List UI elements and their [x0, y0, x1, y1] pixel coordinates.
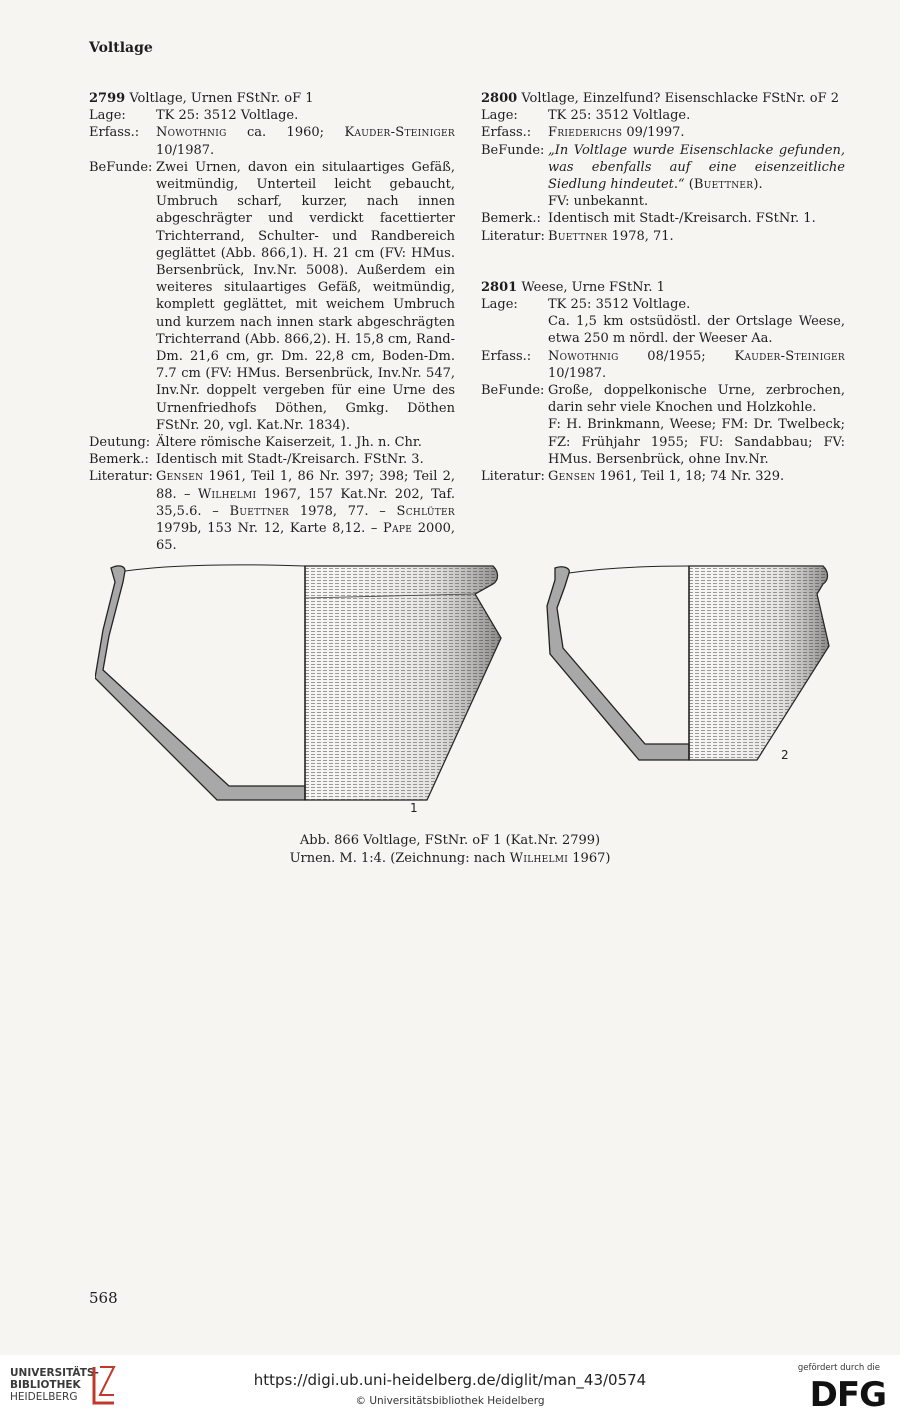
entry-number: 2801 [481, 279, 518, 295]
field-value: Ca. 1,5 km ostsüdöstl. der Ortslage Weese, etwa 250 m nördl. der Weeser Aa. [548, 314, 845, 347]
field-bemerk [89, 451, 455, 468]
entry-2799 [89, 90, 455, 554]
field-text: 1978, 77. – [289, 503, 397, 519]
field-value: Zwei Urnen, davon ein situlaartiges Gefäß, weitmündig, Unterteil leicht gebaucht, Umbruch scharf, kurzer, nach innen abgeschrägter und verdickt facettierter Trichterrand, Schulter- und Randbereich geglättet (Abb. 866,1). H. 21 cm (FV: HMus. Bersenbrück, Inv.Nr. 5008). Außerdem ein weiteres situlaartiges Gefäß, weitmündig, komplett geglättet, mit weichem Umbruch und kurzem nach innen stark abgeschrägten Trichterrand (Abb. 866,2). H. 15,8 cm, Rand-Dm. 21,6 cm, gr. Dm. 22,8 cm, Boden-Dm. 7.7 cm (FV: HMus. Bersenbrück, Inv.Nr. 547, Inv.Nr. doppelt vergeben für eine Urne des Urnenfriedhofs Döthen, Gmkg. Döthen FStNr. 20, vgl. Kat.Nr. 1834). [156, 159, 455, 433]
field-value: F: H. Brinkmann, Weese; FM: Dr. Twelbeck; FZ: Frühjahr 1955; FU: Sandabbau; FV: HMus. Bersenbrück, ohne Inv.Nr. [548, 417, 845, 467]
field-text: 1961, Teil 1, 18; 74 Nr. 329. [595, 469, 785, 485]
field-erfass [89, 124, 455, 158]
field-text: 10/1987. [156, 142, 215, 158]
field-label: BeFunde: [481, 142, 545, 158]
caption-line-2 [0, 850, 900, 868]
entry-heading [481, 279, 845, 296]
funding-note: gefördert durch die [797, 1363, 880, 1373]
field-label: Bemerk.: [481, 211, 541, 227]
urn-1-interior-outline [125, 565, 305, 571]
field-label: Literatur: [481, 228, 545, 244]
field-lage-detail [481, 313, 845, 347]
author-name: Friederichs [548, 125, 623, 141]
field-value: Identisch mit Stadt-/Kreisarch. FStNr. 3. [156, 452, 424, 468]
field-fv [481, 193, 845, 210]
figure-caption [0, 832, 900, 868]
field-value [548, 228, 845, 245]
entry-2800 [481, 90, 845, 245]
entry-title: Weese, Urne FStNr. 1 [521, 279, 665, 295]
field-label: Literatur: [89, 469, 153, 485]
logo-line: BIBLIOTHEK [10, 1379, 81, 1391]
right-column [481, 90, 845, 485]
field-text: 08/1955; [618, 348, 735, 364]
urn-2-section [547, 567, 689, 760]
field-text: ( [684, 177, 694, 193]
field-value: TK 25: 3512 Voltlage. [548, 108, 691, 124]
author-name: Gensen [156, 469, 204, 485]
field-finder [481, 416, 845, 468]
field-label: Literatur: [481, 469, 545, 485]
left-column [89, 90, 455, 554]
field-erfass [481, 348, 845, 382]
author-name: Nowothnig [156, 125, 227, 141]
urn-2-drawing [547, 566, 829, 762]
author-name: Gensen [548, 469, 596, 485]
field-value [156, 468, 455, 554]
field-value: TK 25: 3512 Voltlage. [156, 108, 299, 124]
urn-2-shading [689, 566, 829, 760]
entry-2801 [481, 279, 845, 485]
field-text: 09/1997. [622, 125, 685, 141]
field-label: Bemerk.: [89, 452, 149, 468]
field-befunde [481, 142, 845, 194]
urn-1-shading [305, 566, 501, 800]
entry-number: 2800 [481, 91, 518, 106]
field-value: TK 25: 3512 Voltlage. [548, 297, 691, 313]
field-text: ca. 1960; [226, 125, 345, 141]
field-lage [481, 107, 845, 124]
urn-1-section [95, 566, 305, 800]
field-label-empty [481, 193, 548, 210]
field-label: Erfass.: [481, 125, 532, 141]
author-name: Buettner [548, 228, 608, 244]
field-label: Lage: [481, 297, 518, 313]
author-name: Buettner [229, 503, 290, 519]
running-head: Voltlage [89, 40, 153, 56]
field-label-empty [481, 416, 548, 468]
field-label: BeFunde: [481, 383, 545, 399]
author-name: Wilhelmi [509, 851, 569, 866]
urn-2-label: 2 [781, 748, 789, 762]
field-label-empty [481, 313, 548, 347]
field-befunde [481, 382, 845, 416]
field-label: Lage: [481, 108, 518, 124]
field-value [548, 124, 845, 141]
field-value: Große, doppelkonische Urne, zerbrochen, darin sehr viele Knochen und Holzkohle. [548, 383, 845, 416]
field-value: FV: unbekannt. [548, 194, 649, 210]
field-literatur [481, 468, 845, 485]
author-name: Kauder-Steiniger [734, 348, 845, 364]
field-value [548, 142, 845, 194]
field-label: Erfass.: [89, 125, 140, 141]
field-deutung [89, 434, 455, 451]
entry-spacer [481, 245, 845, 279]
urn-drawings-figure [95, 558, 855, 828]
field-text: 10/1987. [548, 365, 607, 381]
urn-2-interior-outline [569, 566, 689, 573]
field-value [548, 348, 845, 382]
author-name: Kauder-Steiniger [344, 125, 455, 141]
digitization-footer [0, 1355, 900, 1421]
field-label: Erfass.: [481, 348, 532, 364]
field-lage [89, 107, 455, 124]
field-value: Identisch mit Stadt-/Kreisarch. FStNr. 1. [548, 211, 816, 227]
caption-text: 1967) [568, 851, 611, 866]
field-value [548, 468, 845, 485]
field-literatur [89, 468, 455, 554]
entry-title: Voltlage, Einzelfund? Eisenschlacke FStNr. oF 2 [521, 91, 840, 106]
author-name: Buettner [693, 177, 754, 193]
entry-heading [481, 90, 845, 107]
urn-1-drawing [95, 565, 501, 815]
urn-1-label: 1 [410, 801, 418, 815]
permalink-url[interactable]: https://digi.ub.uni-heidelberg.de/diglit/man_43/0574 [253, 1371, 647, 1389]
field-label: Deutung: [89, 435, 151, 451]
dfg-logo: DFG [809, 1375, 886, 1415]
page-number: 568 [89, 1289, 118, 1307]
field-befunde [89, 159, 455, 434]
copyright-notice: © Universitätsbibliothek Heidelberg [355, 1395, 545, 1407]
field-label: BeFunde: [89, 159, 153, 175]
caption-line-1: Abb. 866 Voltlage, FStNr. oF 1 (Kat.Nr. 2799) [299, 833, 601, 848]
author-name: Schlüter [396, 503, 455, 519]
quote-text: „In Voltlage wurde Eisenschlacke gefunden, was ebenfalls auf eine eisenzeitliche Siedlung hindeutet.“ [548, 142, 845, 193]
field-text: 1978, 71. [607, 228, 674, 244]
author-name: Pape [383, 521, 413, 537]
field-value [156, 124, 455, 158]
field-text: 1961, Teil 1, 86 Nr. 397; 398; Teil 2, 88. – [156, 469, 455, 502]
field-literatur [481, 228, 845, 245]
field-bemerk [481, 210, 845, 227]
field-label: Lage: [89, 108, 126, 124]
field-text: 2000, 65. [156, 521, 455, 554]
field-erfass [481, 124, 845, 141]
logo-line: HEIDELBERG [10, 1391, 78, 1403]
author-name: Wilhelmi [197, 486, 257, 502]
field-value: Ältere römische Kaiserzeit, 1. Jh. n. Chr. [156, 435, 422, 451]
entry-number: 2799 [89, 91, 126, 106]
logo-line: UNIVERSITÄTS- [10, 1367, 99, 1379]
caption-text: Urnen. M. 1:4. (Zeichnung: nach [289, 851, 510, 866]
author-name: Nowothnig [548, 348, 619, 364]
entry-heading [89, 90, 455, 107]
field-text: 1979b, 153 Nr. 12, Karte 8,12. – [156, 521, 384, 537]
field-text: 1967, 157 Kat.Nr. 202, Taf. 35,5.6. – [156, 486, 455, 519]
entry-title: Voltlage, Urnen FStNr. oF 1 [129, 91, 314, 106]
field-text: ). [753, 177, 763, 193]
field-lage [481, 296, 845, 313]
